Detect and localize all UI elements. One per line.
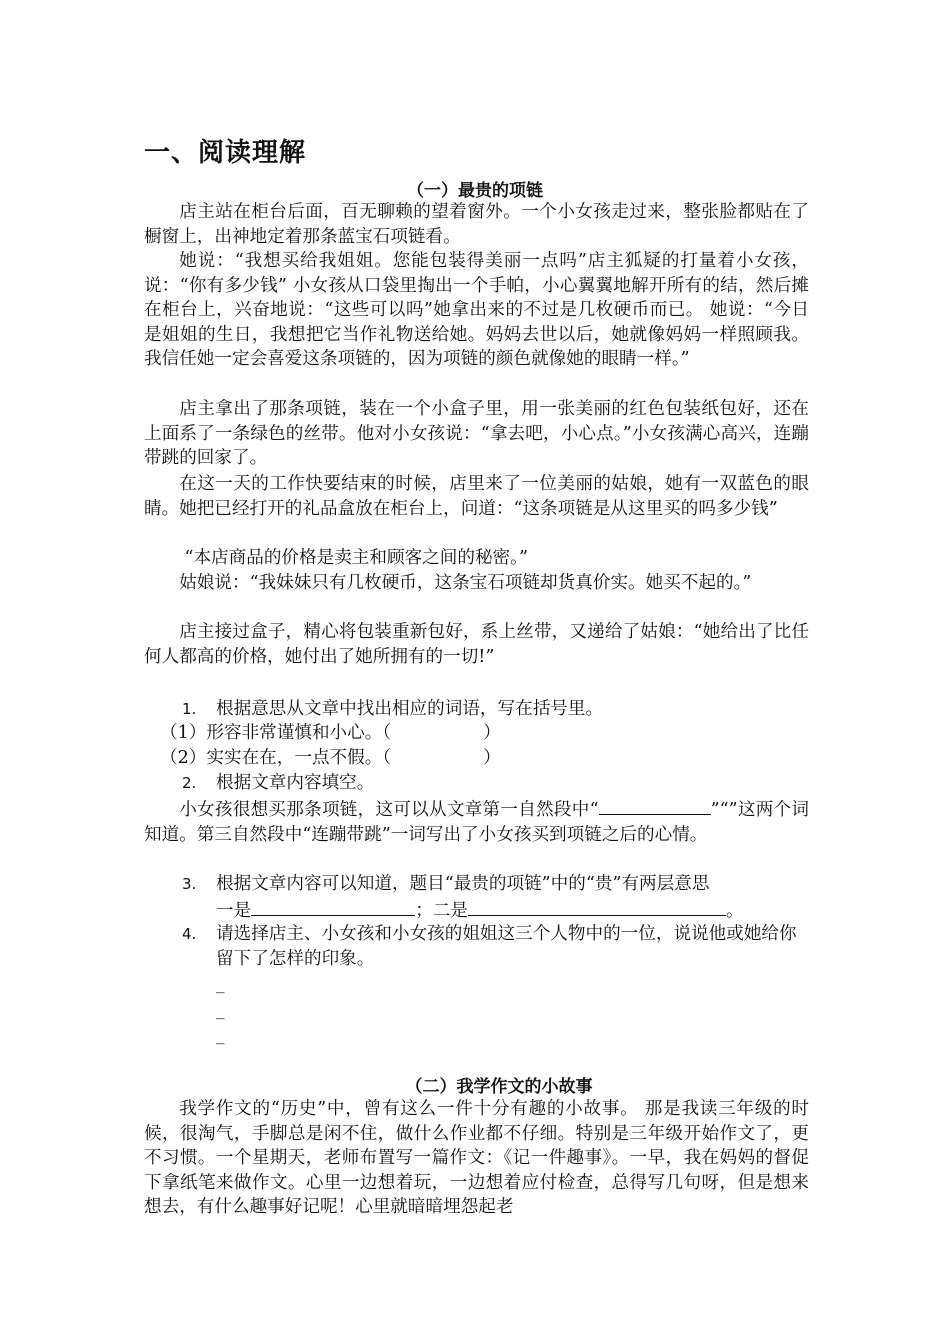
question-2-body — [144, 796, 809, 847]
question-text: 根据文章内容填空。 — [216, 773, 375, 793]
question-1-sub-2 — [160, 746, 501, 771]
story1-title: （一）最贵的项链 — [407, 181, 543, 201]
question-1 — [144, 697, 809, 722]
story2-paragraph-1: 我学作文的“历史”中，曾有这么一件十分有趣的小故事。 那是我读三年级的时候，很淘气，手脚总是闲不住，做什么作业都不仔细。特别是三年级开始作文了，更不习惯。一个星期天，老师布置写一篇作文：《记一件趣事》。一早，我在妈妈的督促下拿纸笔来做作文。心里一边想着玩，一边想着应付检查，总得写几句呀，但是想来想去，有什么趣事好记呢！心里就暗暗埋怨起老 — [144, 1099, 809, 1217]
question-text: 根据文章内容可以知道，题目“最贵的项链”中的“贵”有两层意思 — [216, 874, 710, 894]
answer-line-2[interactable]: _ — [216, 1000, 225, 1020]
question-number: 3. — [182, 875, 197, 893]
answer-line-3[interactable]: _ — [216, 1025, 225, 1045]
fill-text-a: 小女孩很想买那条项链，这可以从文章第一自然段中“ — [179, 800, 599, 820]
fill-text-c: ”这两个词知道。第三自然段中“连蹦带跳”一词写出了小女孩买到项链之后的心情。 — [144, 800, 809, 845]
question-number: 4. — [182, 925, 197, 943]
fill-blank-1[interactable] — [599, 796, 711, 815]
blank-suffix: 。 — [726, 900, 744, 921]
story1-paragraph-5: “本店商品的价格是卖主和顾客之间的秘密。” — [184, 548, 528, 568]
story1-paragraph-1: 店主站在柜台后面，百无聊赖的望着窗外。一个小女孩走过来，整张脸都贴在了橱窗上，出神地定着那条蓝宝石项链看。 — [144, 202, 809, 247]
blank-prefix-2: ；二是 — [415, 900, 468, 921]
question-4 — [144, 922, 809, 971]
close-paren: ） — [483, 748, 501, 768]
blank-prefix-1: 一是 — [216, 900, 252, 921]
question-number: 1. — [182, 700, 197, 718]
question-number: 2. — [182, 774, 197, 792]
answer-blank-2[interactable] — [468, 897, 726, 916]
story1-paragraph-4: 在这一天的工作快要结束的时候，店里来了一位美丽的姑娘，她有一双蓝色的眼睛。她把已经打开的礼品盒放在柜台上，问道：“这条项链是从这里买的吗多少钱” — [144, 474, 809, 519]
story2-title: （二）我学作文的小故事 — [405, 1077, 593, 1097]
question-3 — [144, 872, 809, 923]
story1-paragraph-3: 店主拿出了那条项链，装在一个小盒子里，用一张美丽的红色包装纸包好，还在上面系了一条绿色的丝带。他对小女孩说：“拿去吧，小心点。”小女孩满心高兴，连蹦带跳的回家了。 — [144, 399, 809, 468]
story1-paragraph-7: 店主接过盒子，精心将包装重新包好，系上丝带，又递给了姑娘：“她给出了比任何人都高的价格，她付出了她所拥有的一切!” — [144, 622, 809, 667]
sub-question-text: （2）实实在在，一点不假。（ — [160, 748, 392, 768]
close-paren: ） — [483, 723, 501, 743]
answer-line-1[interactable]: _ — [216, 974, 225, 994]
question-3-blanks — [216, 897, 809, 924]
question-text: 根据意思从文章中找出相应的词语，写在括号里。 — [216, 699, 604, 719]
question-2 — [144, 771, 809, 796]
question-text: 请选择店主、小女孩和小女孩的姐姐这三个人物中的一位，说说他或她给你留下了怎样的印象。 — [216, 924, 797, 969]
answer-blank-1[interactable] — [251, 897, 415, 916]
story1-paragraph-2: 她说：“我想买给我姐姐。您能包装得美丽一点吗”店主狐疑的打量着小女孩，说：“你有多少钱” 小女孩从口袋里掏出一个手帕，小心翼翼地解开所有的结，然后摊在柜台上，兴奋地说：“这些可以吗”她拿出来的不过是几枚硬币而已。 她说：“今日是姐姐的生日，我想把它当作礼物送给她。妈妈去世以后，她就像妈妈一样照顾我。我信任她一定会喜爱这条项链的，因为项链的颜色就像她的眼睛一样。” — [144, 251, 809, 369]
question-1-sub-1 — [160, 721, 501, 746]
sub-question-text: （1）形容非常谨慎和小心。（ — [160, 723, 392, 743]
fill-text-b: ”“ — [710, 800, 729, 820]
story1-paragraph-6: 姑娘说：“我妹妹只有几枚硬币，这条宝石项链却货真价实。她买不起的。” — [179, 573, 752, 593]
section-heading: 一、阅读理解 — [144, 138, 307, 168]
